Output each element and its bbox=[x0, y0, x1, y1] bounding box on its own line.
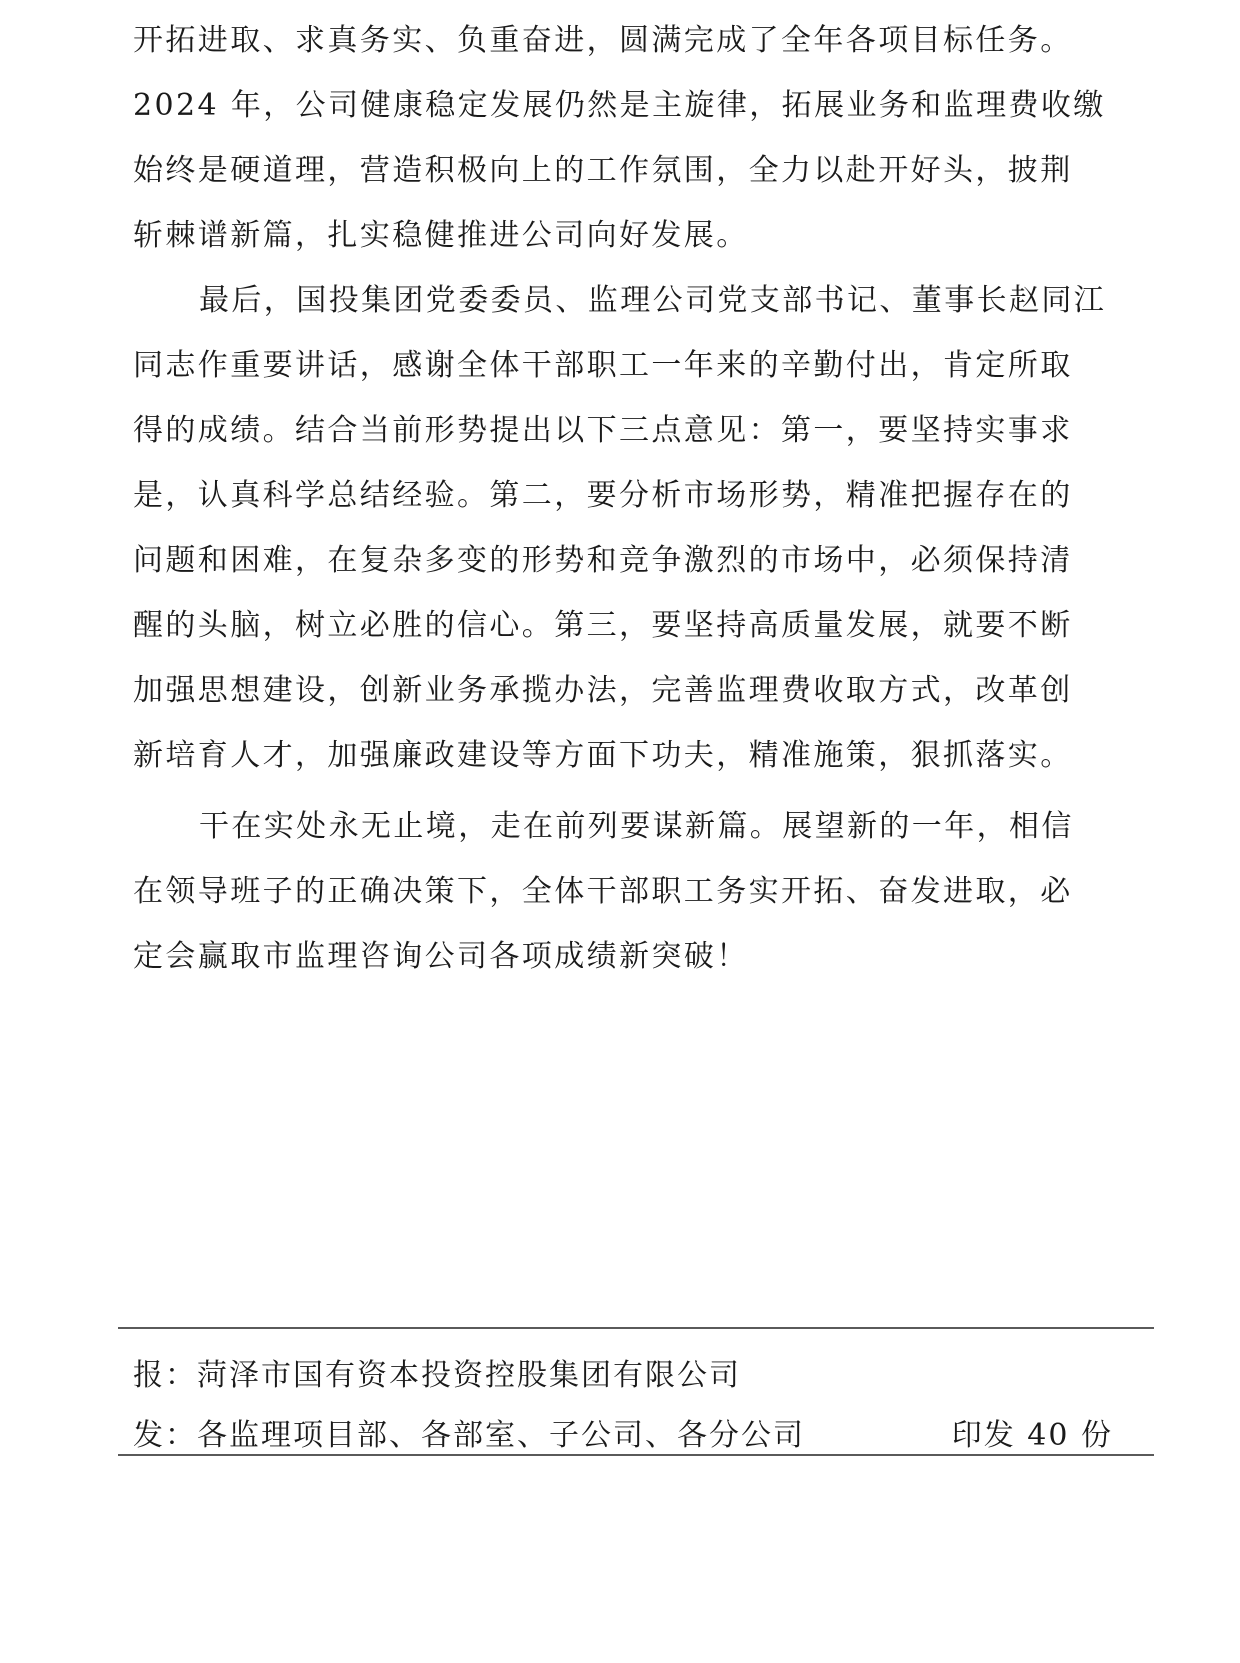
document-body bbox=[133, 8, 1113, 989]
footer-top-rule bbox=[118, 1327, 1154, 1329]
text-line: 干在实处永无止境，走在前列要谋新篇。展望新的一年，相信 bbox=[199, 809, 1074, 844]
text-line: 同志作重要讲话，感谢全体干部职工一年来的辛勤付出，肯定所取 bbox=[133, 348, 1073, 383]
distribution-row bbox=[133, 1416, 1113, 1456]
text-line: 新培育人才，加强廉政建设等方面下功夫，精准施策，狠抓落实。 bbox=[133, 738, 1073, 773]
report-recipient: 菏泽市国有资本投资控股集团有限公司 bbox=[197, 1358, 741, 1393]
send-recipients: 各监理项目部、各部室、子公司、各分公司 bbox=[197, 1418, 805, 1453]
report-label: 报： bbox=[133, 1358, 197, 1393]
copies-count: 印发 40 份 bbox=[951, 1418, 1113, 1453]
footer-bottom-rule bbox=[118, 1454, 1154, 1456]
text-line: 始终是硬道理，营造积极向上的工作氛围，全力以赴开好头，披荆 bbox=[133, 153, 1073, 188]
text-line: 问题和困难，在复杂多变的形势和竞争激烈的市场中，必须保持清 bbox=[133, 543, 1073, 578]
text-line: 得的成绩。结合当前形势提出以下三点意见：第一，要坚持实事求 bbox=[133, 413, 1073, 448]
paragraph-closing-summary bbox=[133, 8, 1113, 268]
text-line: 醒的头脑，树立必胜的信心。第三，要坚持高质量发展，就要不断 bbox=[133, 608, 1073, 643]
text-line: 是，认真科学总结经验。第二，要分析市场形势，精准把握存在的 bbox=[133, 478, 1073, 513]
text-line: 斩棘谱新篇，扎实稳健推进公司向好发展。 bbox=[133, 218, 749, 253]
paragraph-outlook bbox=[133, 794, 1113, 989]
text-line: 定会赢取市监理咨询公司各项成绩新突破！ bbox=[133, 939, 749, 974]
text-line: 2024 年，公司健康稳定发展仍然是主旋律，拓展业务和监理费收缴 bbox=[133, 88, 1106, 123]
text-line: 在领导班子的正确决策下，全体干部职工务实开拓、奋发进取，必 bbox=[133, 874, 1073, 909]
send-label: 发： bbox=[133, 1418, 197, 1453]
text-line: 最后，国投集团党委委员、监理公司党支部书记、董事长赵同江 bbox=[199, 283, 1107, 318]
report-to-row bbox=[133, 1356, 1113, 1396]
text-line: 开拓进取、求真务实、负重奋进，圆满完成了全年各项目标任务。 bbox=[133, 23, 1073, 58]
text-line: 加强思想建设，创新业务承揽办法，完善监理费收取方式，改革创 bbox=[133, 673, 1073, 708]
paragraph-chairman-speech bbox=[133, 268, 1113, 788]
